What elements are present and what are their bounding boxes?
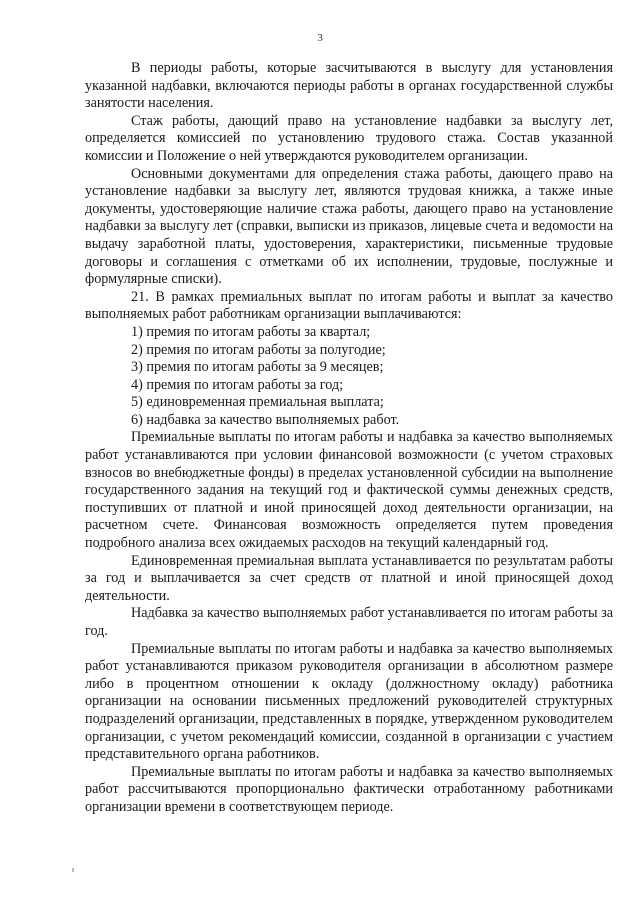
list-item: 5) единовременная премиальная выплата; bbox=[131, 394, 384, 411]
list-item: 2) премия по итогам работы за полугодие; bbox=[131, 341, 386, 358]
list-item: 6) надбавка за качество выполняемых работ. bbox=[131, 411, 400, 428]
paragraph-financial-possibility: Премиальные выплаты по итогам работы и надбавка за качество выполняемых работ устанавливаются при условии финансовой возможности (с учетом страховых взносов во внебюджетные фонды) в пределах установленной субсидии на выполнение государственного задания на текущий год и фактической суммы денежных средств, поступивших от платной и иной приносящей доход деятельности организации, на расчетном счете. Финансовая возможность определяется путем проведения подробного анализа всех ожидаемых расходов на текущий календарный год. bbox=[85, 429, 613, 552]
paragraph-one-time-payment: Единовременная премиальная выплата устанавливается по результатам работы за год и выплачивается за счет средств от платной и иной приносящей доход деятельности. bbox=[85, 552, 613, 604]
paragraph-seniority-documents: Основными документами для определения стажа работы, дающего право на установление надбавки за выслугу лет, являются трудовая книжка, а также иные документы, удостоверяющие наличие стажа работы, дающего право на установление надбавки за выслугу лет (справки, выписки из приказов, лицевые счета и ведомости на выдачу заработной платы, удостоверения, характеристики, письменные трудовые договоры и соглашения с отметками об их исполнении, трудовые, послужные и формулярные списки). bbox=[85, 165, 613, 288]
paragraph-order-of-establishment: Премиальные выплаты по итогам работы и надбавка за качество выполняемых работ устанавливаются приказом руководителя организации в абсолютном размере либо в процентном отношении к окладу (должностному окладу) работника организации на основании письменных предложений руководителей структурных подразделений организации, представленных в порядке, утвержденном руководителем организации, с учетом рекомендаций комиссии, созданной в организации с участием представительного органа работников. bbox=[85, 640, 613, 763]
scan-artifact bbox=[72, 868, 74, 872]
list-item: 1) премия по итогам работы за квартал; bbox=[131, 323, 371, 340]
paragraph-clause-21: 21. В рамках премиальных выплат по итогам работы и выплат за качество выполняемых работ работникам организации выплачиваются: bbox=[85, 288, 613, 323]
document-body bbox=[85, 60, 613, 817]
page-number: 3 bbox=[317, 32, 323, 44]
paragraph-quality-allowance: Надбавка за качество выполняемых работ устанавливается по итогам работы за год. bbox=[85, 605, 613, 639]
list-item: 4) премия по итогам работы за год; bbox=[131, 376, 344, 393]
paragraph-seniority-commission: Стаж работы, дающий право на установление надбавки за выслугу лет, определяется комиссией по установлению трудового стажа. Состав указанной комиссии и Положение о ней утверждаются руководителем организации. bbox=[85, 112, 613, 164]
paragraph-seniority-periods: В периоды работы, которые засчитываются в выслугу для установления указанной надбавки, включаются периоды работы в органах государственной службы занятости населения. bbox=[85, 60, 613, 112]
list-item: 3) премия по итогам работы за 9 месяцев; bbox=[131, 359, 384, 376]
paragraph-proportional-calculation: Премиальные выплаты по итогам работы и надбавка за качество выполняемых работ рассчитываются пропорционально фактически отработанному работниками организации времени в соответствующем периоде. bbox=[85, 763, 613, 815]
